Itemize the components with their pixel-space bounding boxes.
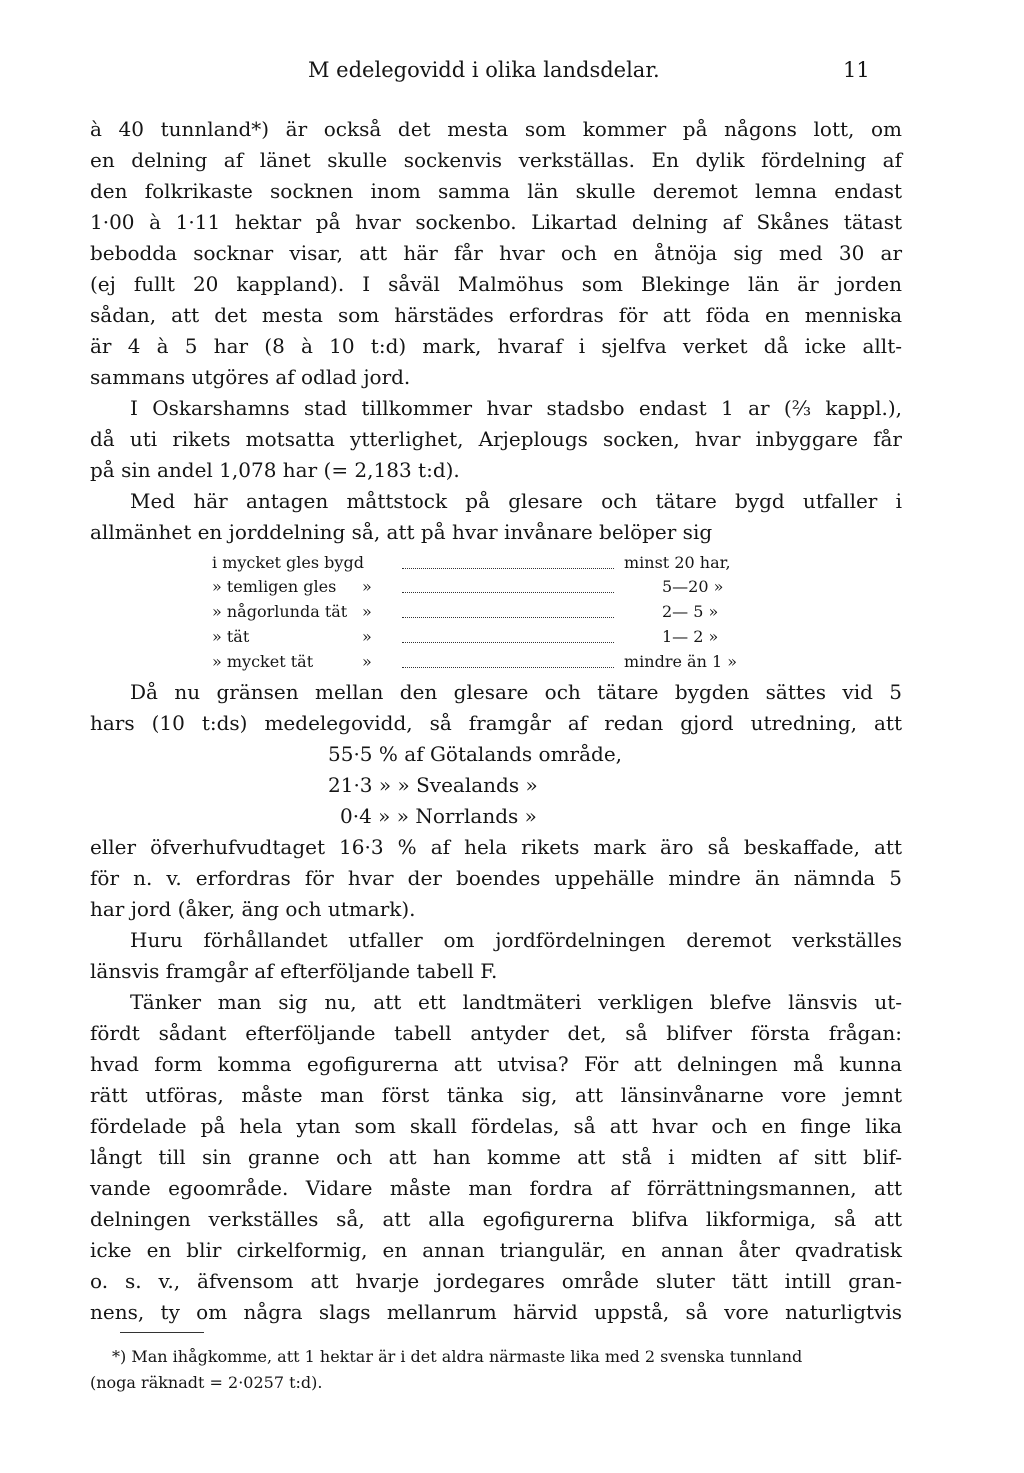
text-line: bebodda socknar visar, att här får hvar och en åtnöja sig med 30 ar — [90, 241, 902, 265]
table-row — [212, 624, 902, 650]
text-line: länsvis framgår af efterföljande tabell F. — [90, 959, 498, 983]
table-value: minst 20 har, — [624, 553, 731, 572]
table-ditto: » — [362, 602, 372, 621]
dot-leader — [402, 550, 614, 569]
percentage-row — [328, 737, 848, 771]
table-label: » någorlunda tät — [212, 602, 348, 621]
text-line: allmänhet en jorddelning så, att på hvar invånare belöper sig — [90, 520, 713, 544]
dot-leader — [402, 649, 614, 668]
text-line: den folkrikaste socknen inom samma län skulle deremot lemna endast — [90, 179, 902, 203]
footnote-line: *) Man ihågkomme, att 1 hektar är i det aldra närmaste lika med 2 svenska tunnland — [112, 1347, 803, 1366]
text-line: för n. v. erfordras för hvar der boendes uppehälle mindre än nämnda 5 — [90, 866, 902, 890]
running-title: M edelegovidd i olika landsdelar. — [308, 58, 660, 82]
text-line: delningen verkställes så, att alla egofigurerna blifva likformiga, så att — [90, 1207, 902, 1231]
text-line: sådan, att det mesta som härstädes erfordras för att föda en menniska — [90, 303, 902, 327]
text-line: fördelade på hela ytan som skall fördelas, så att hvar och en finge lika — [90, 1114, 902, 1138]
text-line: (ej fullt 20 kappland). I såväl Malmöhus som Blekinge län är jorden — [90, 272, 902, 296]
table-ditto: » — [362, 652, 372, 671]
text-line: en delning af länet skulle sockenvis verkställas. En dylik fördelning af — [90, 148, 902, 172]
text-line: I Oskarshamns stad tillkommer hvar stadsbo endast 1 ar (⅔ kappl.), — [130, 396, 902, 420]
text-line: icke en blir cirkelformig, en annan triangulär, en annan åter qvadratisk — [90, 1238, 902, 1262]
dot-leader — [402, 599, 614, 618]
percentage-row — [328, 768, 848, 802]
text-line: 1·00 à 1·11 hektar på hvar sockenbo. Likartad delning af Skånes tätast — [90, 210, 902, 234]
table-row — [212, 550, 902, 576]
text-line: långt till sin granne och att han komme att stå i midten af sitt blif- — [90, 1145, 902, 1169]
text-line: på sin andel 1,078 har (= 2,183 t:d). — [90, 458, 460, 482]
table-label: » temligen gles — [212, 577, 337, 596]
dot-leader — [402, 624, 614, 643]
text-line: fördt sådant efterföljande tabell antyder det, så blifver första frågan: — [90, 1021, 902, 1045]
table-label: i mycket gles bygd — [212, 553, 364, 572]
text-line: o. s. v., äfvensom att hvarje jordegares område sluter tätt intill gran- — [90, 1269, 902, 1293]
dot-leader — [402, 574, 614, 593]
page-header — [0, 58, 1024, 92]
text-line: har jord (åker, äng och utmark). — [90, 897, 416, 921]
table-label: » mycket tät — [212, 652, 314, 671]
table-value: 5—20 » — [662, 577, 724, 596]
text-line: Huru förhållandet utfaller om jordfördelningen deremot verkställes — [130, 928, 902, 952]
percentage-value: 0·4 » » — [340, 804, 409, 828]
text-line: nens, ty om några slags mellanrum härvid uppstå, så vore naturligtvis — [90, 1300, 902, 1324]
text-line: Tänker man sig nu, att ett landtmäteri verkligen blefve länsvis ut- — [130, 990, 902, 1014]
percentage-value: 21·3 » » — [328, 773, 410, 797]
percentage-text: af Götalands område, — [404, 742, 623, 766]
text-line: Då nu gränsen mellan den glesare och tätare bygden sättes vid 5 — [130, 680, 902, 704]
text-line: då uti rikets motsatta ytterlighet, Arjeplougs socken, hvar inbyggare får — [90, 427, 902, 451]
footnote-line: (noga räknadt = 2·0257 t:d). — [90, 1373, 323, 1392]
text-line: är 4 à 5 har (8 à 10 t:d) mark, hvaraf i sjelfva verket då icke allt- — [90, 334, 902, 358]
text-line: hars (10 t:ds) medelegovidd, så framgår af redan gjord utredning, att — [90, 711, 902, 735]
table-row — [212, 649, 902, 675]
percentage-text: Norrlands » — [415, 804, 537, 828]
table-ditto: » — [362, 577, 372, 596]
text-line: vande egoområde. Vidare måste man fordra af förrättningsmannen, att — [90, 1176, 902, 1200]
text-line: hvad form komma egofigurerna att utvisa? För att delningen må kunna — [90, 1052, 902, 1076]
table-ditto: » — [362, 627, 372, 646]
table-value: mindre än 1 » — [624, 652, 738, 671]
percentage-value: 55·5 % — [328, 742, 398, 766]
text-line: sammans utgöres af odlad jord. — [90, 365, 411, 389]
footnote-rule — [120, 1332, 204, 1333]
text-line: eller öfverhufvudtaget 16·3 % af hela rikets mark äro så beskaffade, att — [90, 835, 902, 859]
table-row — [212, 574, 902, 600]
text-line: Med här antagen måttstock på glesare och tätare bygd utfaller i — [130, 489, 902, 513]
page-number: 11 — [843, 58, 870, 82]
text-line: à 40 tunnland*) är också det mesta som kommer på någons lott, om — [90, 117, 902, 141]
table-value: 2— 5 » — [662, 602, 719, 621]
percentage-text: Svealands » — [416, 773, 538, 797]
table-value: 1— 2 » — [662, 627, 719, 646]
percentage-row — [340, 799, 860, 833]
text-line: rätt utföras, måste man först tänka sig, att länsinvånarne vore jemnt — [90, 1083, 902, 1107]
table-row — [212, 599, 902, 625]
table-label: » tät — [212, 627, 250, 646]
